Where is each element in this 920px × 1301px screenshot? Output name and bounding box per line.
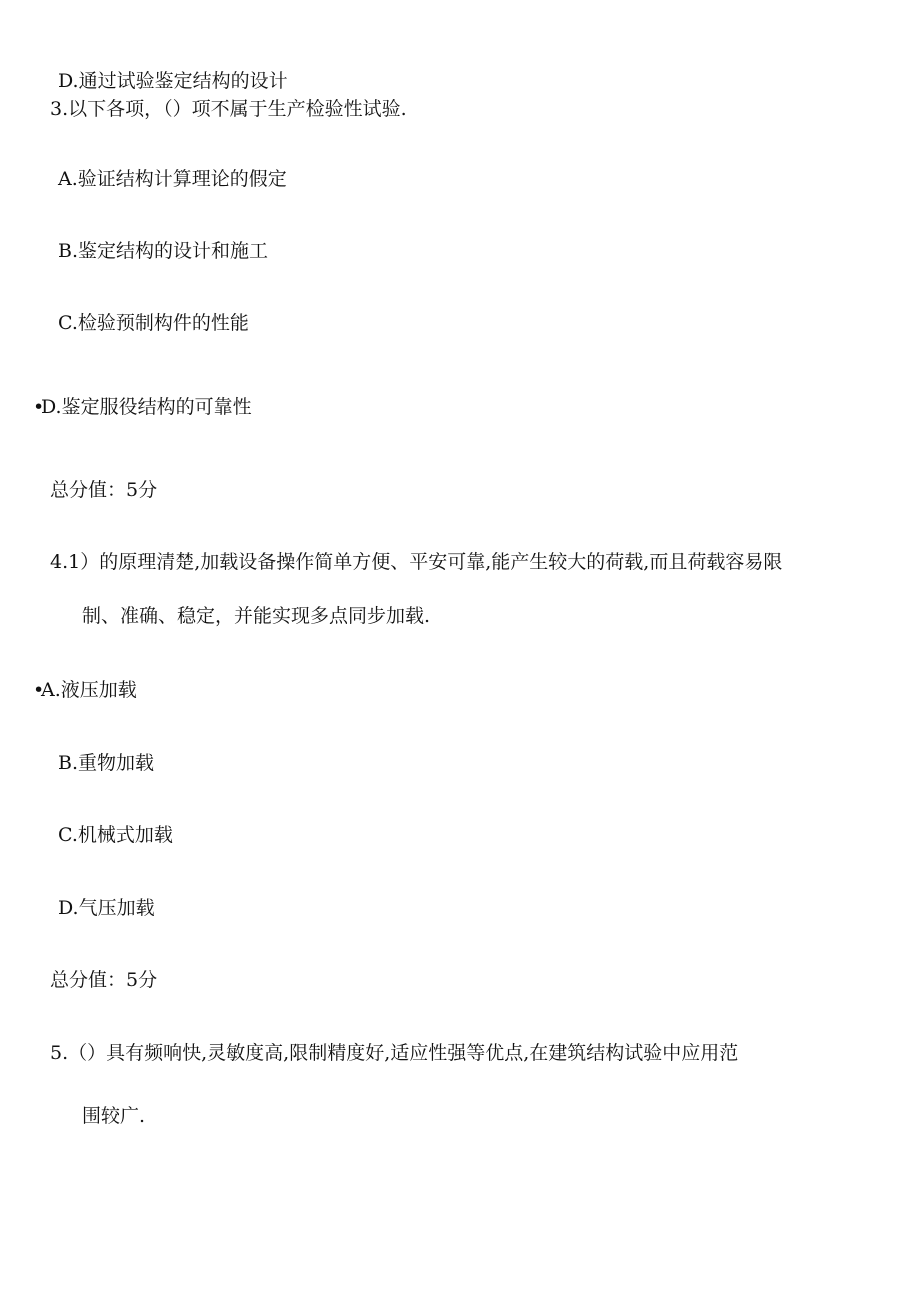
q3-question: 3.以下各项，（）项不属于生产检验性试验. [50,98,407,120]
q3-option-c: C.检验预制构件的性能 [58,312,249,334]
q4-option-a: A.液压加载 [41,679,137,701]
q4-option-b: B.重物加载 [58,752,155,774]
selected-bullet-icon: • [33,396,45,418]
q4-option-a-selected [33,678,137,702]
q4-option-d: D.气压加载 [58,897,155,919]
q4-question-line2: 制、准确、稳定，并能实现多点同步加载. [82,605,431,627]
q2-option-d: D.通过试验鉴定结构的设计 [58,70,288,92]
q3-option-b: B.鉴定结构的设计和施工 [58,240,269,262]
selected-bullet-icon: • [33,679,45,701]
q5-question-line1: 5.（）具有频响快,灵敏度高,限制精度好,适应性强等优点,在建筑结构试验中应用范 [50,1042,739,1064]
q3-option-d-selected [33,395,252,419]
q3-option-d: D.鉴定服役结构的可靠性 [41,396,252,418]
q4-option-c: C.机械式加载 [58,824,173,846]
q3-option-a: A.验证结构计算理论的假定 [58,168,287,190]
q3-score: 总分值：5分 [50,479,158,501]
q4-score: 总分值：5分 [50,969,158,991]
q5-question-line2: 围较广. [82,1105,146,1127]
q4-question-line1: 4.1）的原理清楚,加载设备操作简单方便、平安可靠,能产生较大的荷载,而且荷载容易限 [50,551,783,573]
